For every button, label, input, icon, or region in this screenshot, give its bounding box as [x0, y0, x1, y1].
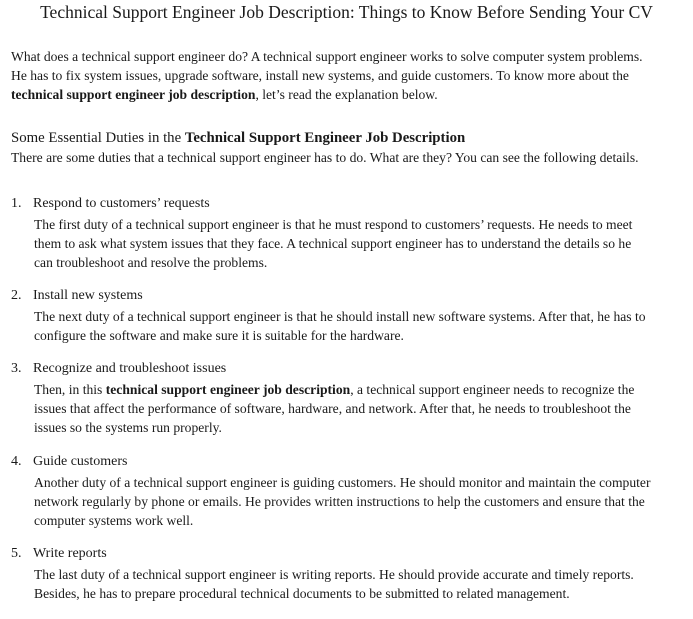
intro-line: What does a technical support engineer do? A technical support engineer works to solve computer system problems. [11, 49, 643, 64]
duty-line: The next duty of a technical support engineer is that he should install new software systems. After that, he has to [34, 309, 646, 324]
duty-line: network regularly by phone or emails. He provides written instructions to help the customers and ensure that the [34, 494, 645, 509]
duty-title: Install new systems [33, 288, 143, 303]
duty-line: The last duty of a technical support engineer is writing reports. He should provide accurate and timely reports. [34, 567, 634, 582]
duty-title: Respond to customers’ requests [33, 196, 210, 211]
intro-line [11, 86, 685, 105]
duty-item-guide [11, 453, 681, 530]
duty-item-troubleshoot [11, 360, 681, 437]
duty-heading [11, 287, 681, 305]
section-heading-bold: Technical Support Engineer Job Description [184, 130, 466, 146]
duty-line: them to ask what system issues that they face. A technical support engineer has to understand the details so he [34, 236, 632, 251]
intro-paragraph [11, 48, 685, 104]
intro-keyword: technical support engineer job description [11, 86, 256, 102]
duty-number: 1. [11, 196, 22, 211]
duty-line: can troubleshoot and resolve the problems. [34, 255, 268, 270]
duty-line-rest: , a technical support engineer needs to recognize the [350, 382, 635, 397]
intro-line: He has to fix system issues, upgrade software, install new systems, and guide customers. To know more about the [11, 67, 629, 83]
duty-line: issues so the systems run properly. [34, 420, 222, 435]
duty-item-install [11, 287, 681, 345]
duty-line: issues that affect the performance of software, hardware, and network. After that, he needs to troubleshoot the [34, 401, 631, 416]
duty-body [34, 473, 681, 530]
document-title: Technical Support Engineer Job Description: Things to Know Before Sending Your CV [40, 2, 653, 22]
duty-line: computer systems work well. [34, 513, 194, 528]
duty-heading [11, 453, 681, 471]
duty-line: The first duty of a technical support engineer is that he must respond to customers’ requests. He needs to meet [34, 217, 633, 232]
duty-number: 2. [11, 288, 22, 303]
duty-line [34, 380, 681, 399]
duty-heading [11, 545, 681, 563]
duty-body [34, 215, 681, 272]
section-intro: There are some duties that a technical support engineer has to do. What are they? You can see the following details. [11, 150, 639, 165]
duty-item-reports [11, 545, 681, 603]
duty-heading [11, 195, 681, 213]
section-heading [11, 129, 465, 147]
duty-line: Another duty of a technical support engineer is guiding customers. He should monitor and maintain the computer [34, 475, 651, 490]
duty-number: 5. [11, 546, 22, 561]
duty-number: 4. [11, 454, 22, 469]
duty-line: Besides, he has to prepare procedural technical documents to be submitted to related management. [34, 586, 570, 601]
duty-line: configure the software and make sure it is suitable for the hardware. [34, 328, 404, 343]
duty-body [34, 380, 681, 437]
duty-title: Recognize and troubleshoot issues [33, 361, 227, 376]
duty-title: Write reports [33, 546, 107, 561]
duty-body [34, 307, 681, 345]
duty-body [34, 565, 681, 603]
duty-title: Guide customers [33, 454, 128, 469]
section-heading-plain: Some Essential Duties in the [11, 130, 185, 146]
duty-heading [11, 360, 681, 378]
duty-keyword: technical support engineer job description [105, 382, 351, 397]
duty-item-respond [11, 195, 681, 272]
intro-line-rest: , let’s read the explanation below. [255, 86, 438, 102]
duty-number: 3. [11, 361, 22, 376]
duty-line-plain: Then, in this [34, 382, 106, 397]
